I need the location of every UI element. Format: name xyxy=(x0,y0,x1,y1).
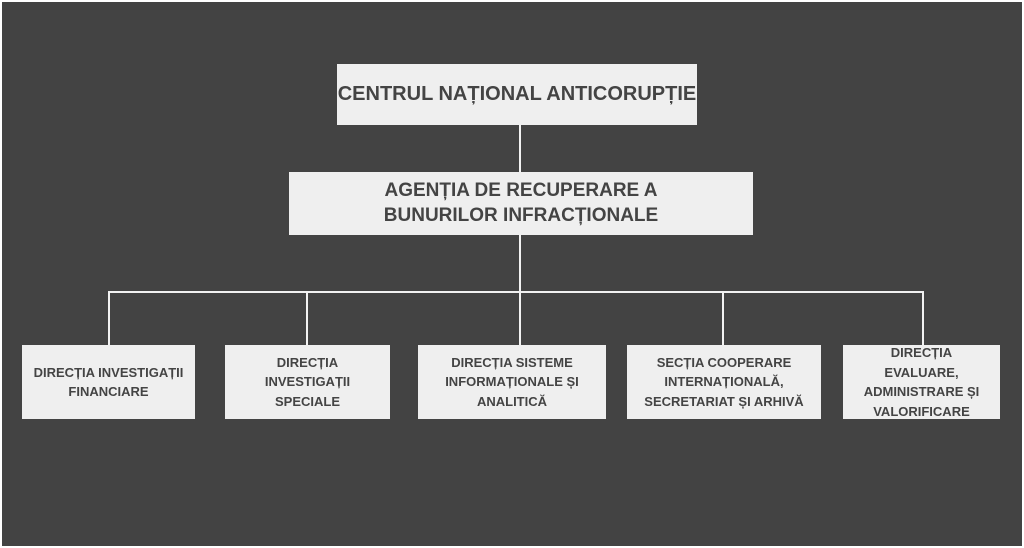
node-label: DIRECȚIA SISTEME INFORMAȚIONALE ȘI ANALITICĂ xyxy=(445,354,579,409)
connector-root-to-agency xyxy=(519,125,521,172)
node-label: SECȚIA COOPERARE INTERNAȚIONALĂ, SECRETARIAT ȘI ARHIVĂ xyxy=(644,354,804,409)
connector-horizontal-bus xyxy=(108,291,924,293)
node-sectia-cooperare-internationala xyxy=(627,345,821,419)
node-label: DIRECȚIA EVALUARE, ADMINISTRARE ȘI VALORIFICARE xyxy=(863,345,980,419)
node-directia-sisteme-informationale xyxy=(418,345,606,419)
connector-to-department-1 xyxy=(108,291,110,345)
connector-agency-to-bus xyxy=(519,235,521,293)
connector-to-department-3 xyxy=(519,291,521,345)
node-label: CENTRUL NAȚIONAL ANTICORUPȚIE xyxy=(337,83,697,105)
connector-to-department-2 xyxy=(306,291,308,345)
org-chart-canvas xyxy=(2,2,1022,546)
node-label: AGENȚIA DE RECUPERARE A BUNURILOR INFRACȚIONALE xyxy=(383,179,659,226)
node-label: DIRECȚIA INVESTIGAȚII FINANCIARE xyxy=(33,364,184,399)
node-directia-investigatii-financiare xyxy=(22,345,195,419)
node-agentia-recuperare-bunuri xyxy=(289,172,753,235)
node-centrul-national-anticoruptie xyxy=(337,64,697,125)
connector-to-department-5 xyxy=(922,291,924,345)
node-directia-investigatii-speciale xyxy=(225,345,390,419)
node-directia-evaluare-administrare xyxy=(843,345,1000,419)
node-label: DIRECȚIA INVESTIGAȚII SPECIALE xyxy=(264,354,351,409)
connector-to-department-4 xyxy=(722,291,724,345)
